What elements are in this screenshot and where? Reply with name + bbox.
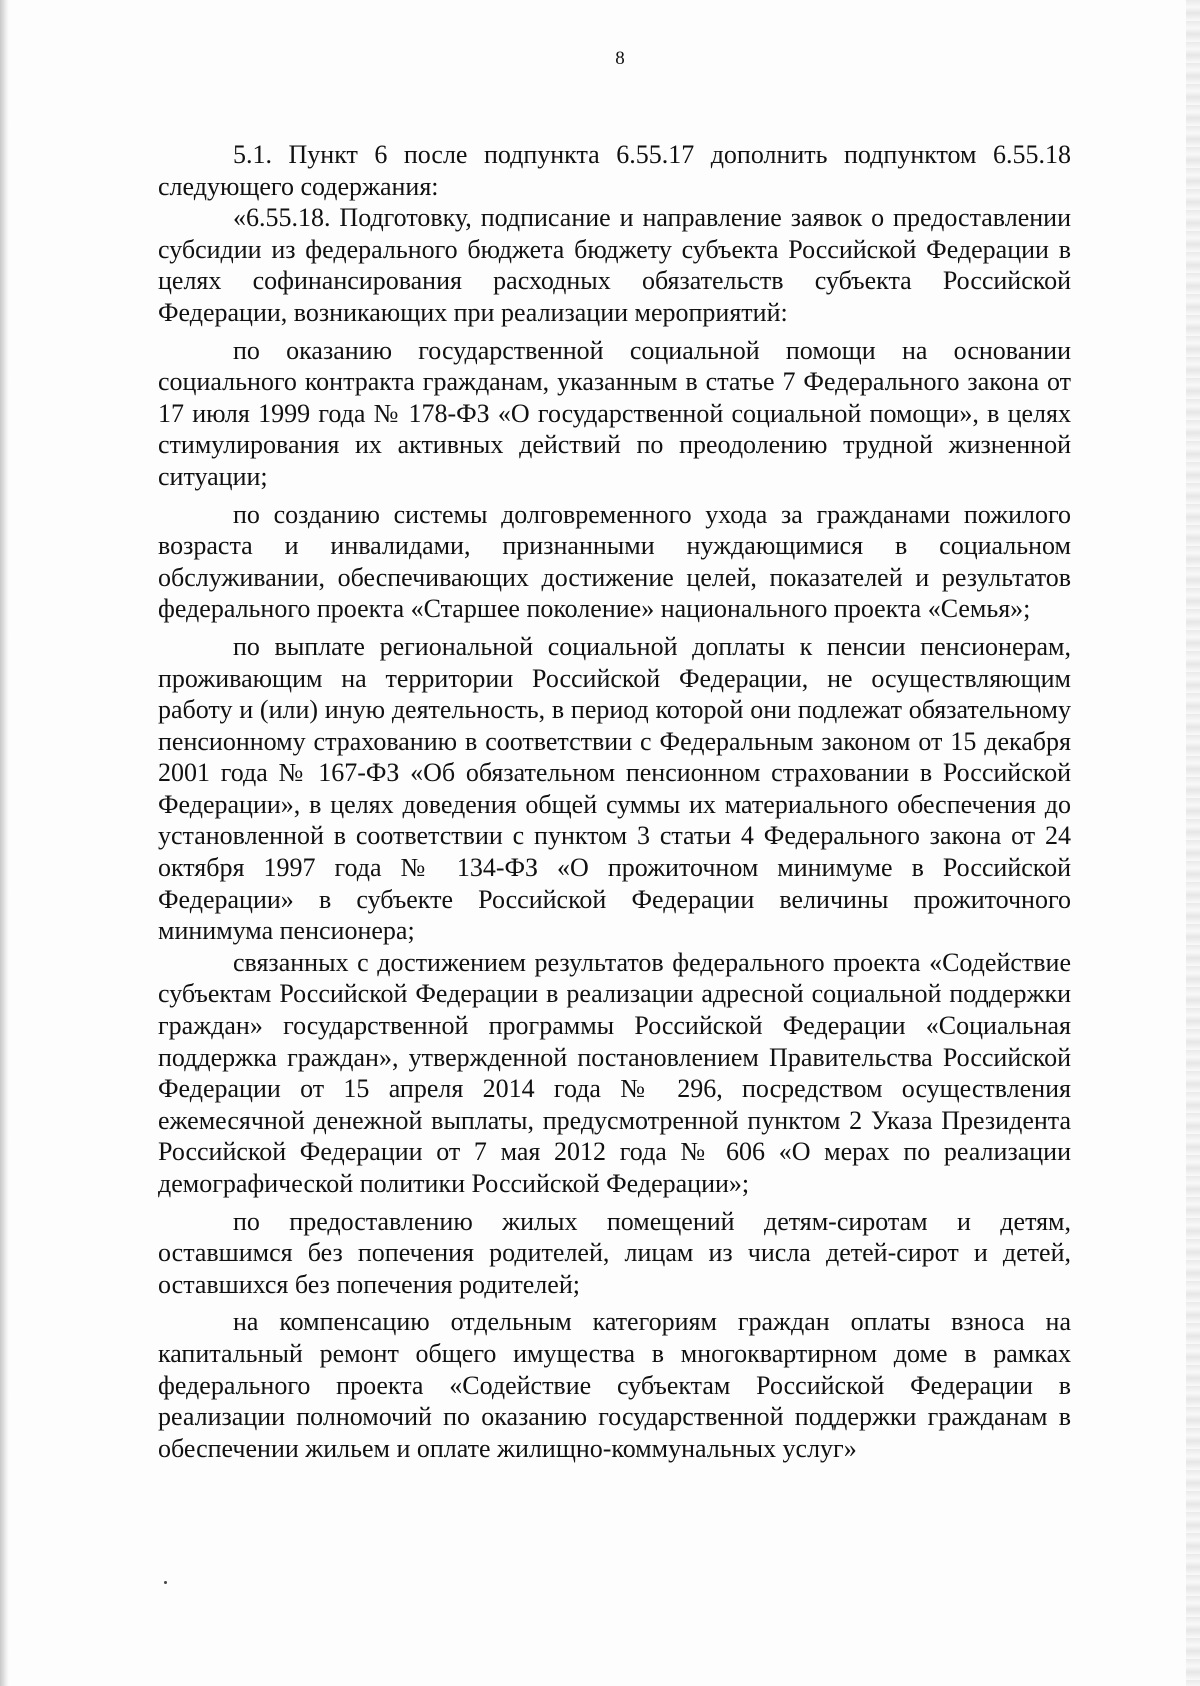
paragraph-social-contract-assistance: по оказанию государственной социальной помощи на основании социального контракта гражданам, указанным в статье 7 Федерального закона от 17 июля 1999 года № 178-ФЗ «О государственной социальной помощи», в целях стимулирования их активных действий по преодолению трудной жизненной ситуации; [158, 335, 1071, 491]
paragraph-housing-for-orphans: по предоставлению жилых помещений детям-сиротам и детям, оставшимся без попечения родителей, лицам из числа детей-сирот и детей, оставшихся без попечения родителей; [158, 1206, 1071, 1299]
paragraph-subclause-6-55-18: «6.55.18. Подготовку, подписание и направление заявок о предоставлении субсидии из федерального бюджета бюджету субъекта Российской Федерации в целях софинансирования расходных обязательств субъекта Российской Федерации, возникающих при реализации мероприятий: [158, 203, 1071, 327]
paragraph-amendment-intro: 5.1. Пункт 6 после подпункта 6.55.17 дополнить подпунктом 6.55.18 следующего содержания: [158, 140, 1071, 201]
page-number: 8 [615, 48, 625, 69]
paragraph-monthly-cash-payment: связанных с достижением результатов федерального проекта «Содействие субъектам Российской Федерации в реализации адресной социальной поддержки граждан» государственной программы Российской Федерации «Социальная поддержка граждан», утвержденной постановлением Правительства Российской Федерации от 15 апреля 2014 года № 296, посредством осуществления ежемесячной денежной выплаты, предусмотренной пунктом 2 Указа Президента Российской Федерации от 7 мая 2012 года № 606 «О мерах по реализации демографической политики Российской Федерации»; [158, 947, 1071, 1198]
document-body [158, 139, 1071, 1464]
scan-edge-left [0, 0, 9, 1686]
scan-edge-right [1186, 0, 1200, 1686]
paragraph-capital-repair-compensation: на компенсацию отдельным категориям граждан оплаты взноса на капитальный ремонт общего имущества в многоквартирном доме в рамках федерального проекта «Содействие субъектам Российской Федерации в реализации полномочий по оказанию государственной поддержки гражданам в обеспечении жильем и оплате жилищно-коммунальных услуг» [158, 1307, 1071, 1463]
paragraph-regional-pension-supplement: по выплате региональной социальной доплаты к пенсии пенсионерам, проживающим на территории Российской Федерации, не осуществляющим работу и (или) иную деятельность, в период которой они подлежат обязательному пенсионному страхованию в соответствии с Федеральным законом от 15 декабря 2001 года № 167-ФЗ «Об обязательном пенсионном страховании в Российской Федерации», в целях доведения общей суммы их материального обеспечения до установленной в соответствии с пунктом 3 статьи 4 Федерального закона от 24 октября 1997 года № 134-ФЗ «О прожиточном минимуме в Российской Федерации» в субъекте Российской Федерации величины прожиточного минимума пенсионера; [158, 631, 1071, 946]
scan-speck [164, 1581, 167, 1584]
paragraph-long-term-care-system: по созданию системы долговременного ухода за гражданами пожилого возраста и инвалидами, признанными нуждающимися в социальном обслуживании, обеспечивающих достижение целей, показателей и результатов федерального проекта «Старшее поколение» национального проекта «Семья»; [158, 499, 1071, 624]
